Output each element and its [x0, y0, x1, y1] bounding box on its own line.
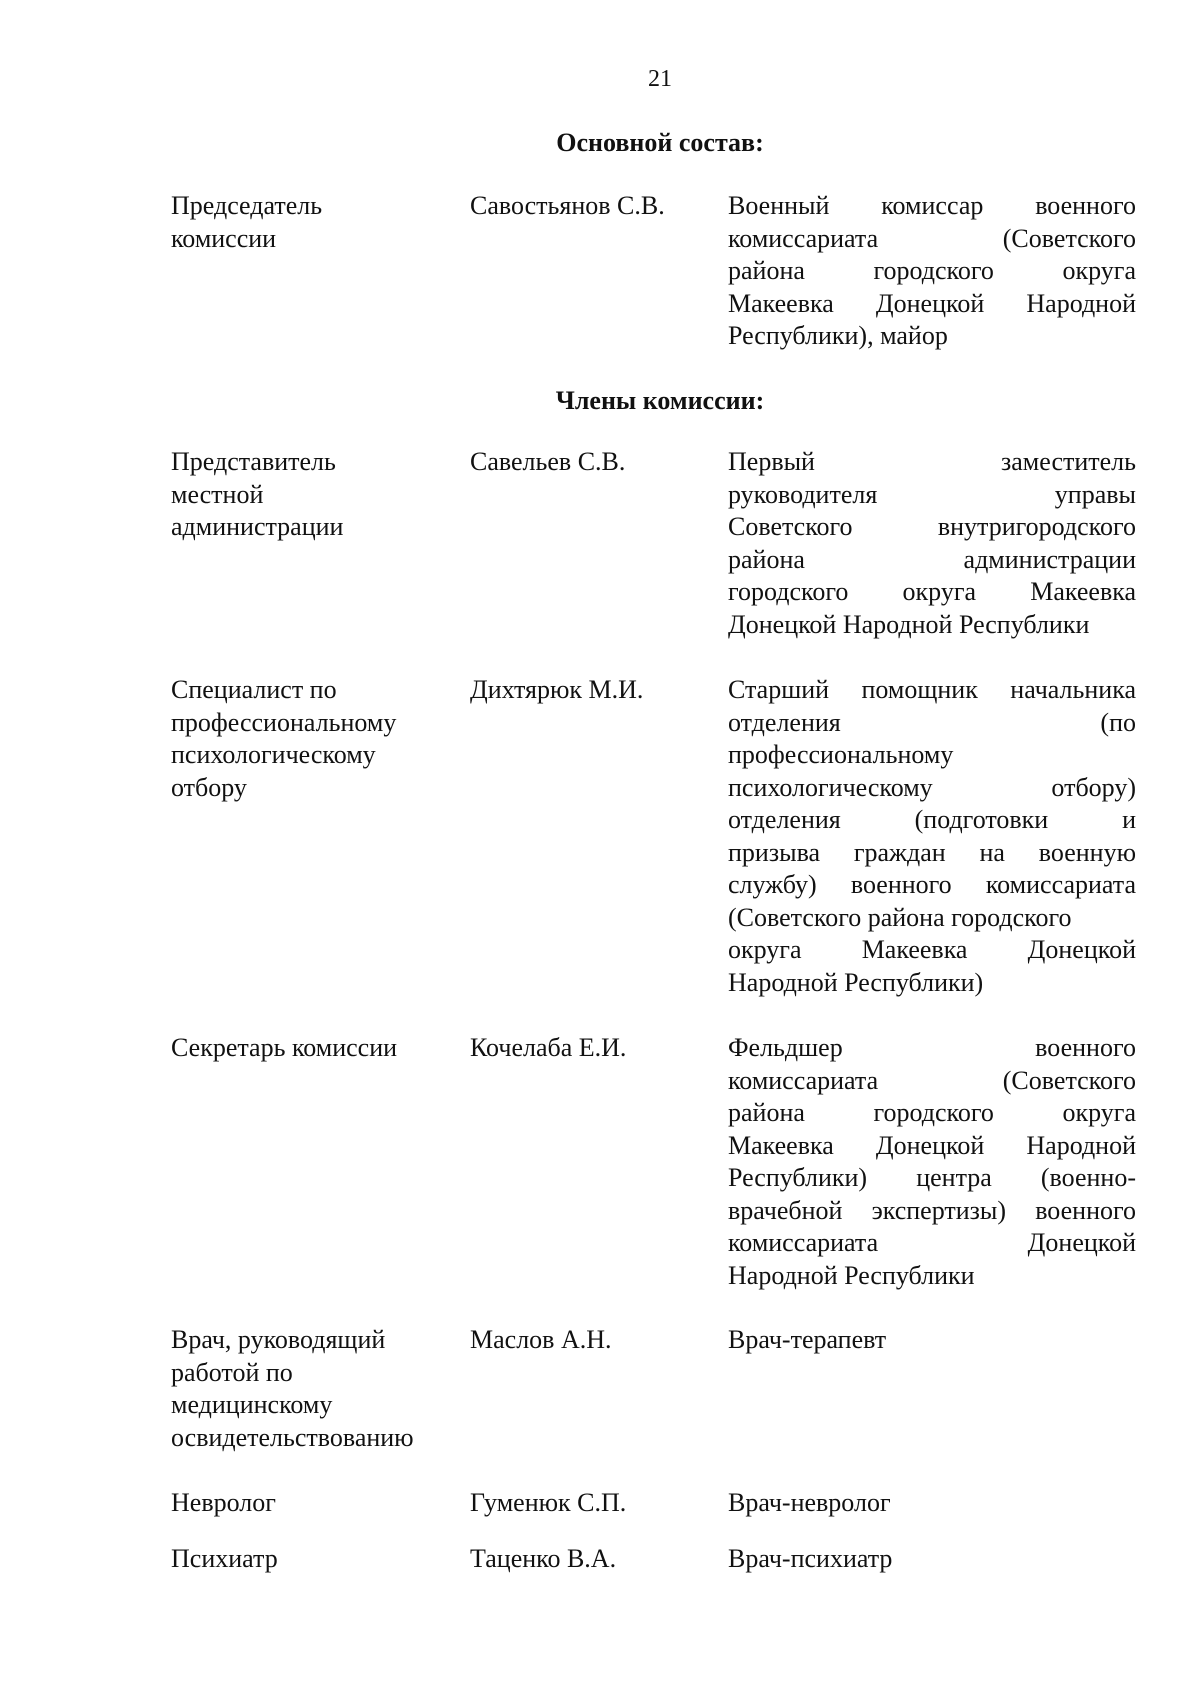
member-role [171, 1032, 471, 1065]
position-line: Врач-психиатр [728, 1544, 893, 1573]
role-line: работой по [171, 1357, 293, 1387]
position-line: Врач-терапевт [728, 1325, 887, 1354]
member-role [171, 674, 471, 804]
member-position [728, 1032, 1136, 1292]
position-line: психологическому отбору) [728, 772, 1136, 802]
member-name: Кочелаба Е.И. [470, 1033, 627, 1062]
position-line: Фельдшер военного [728, 1033, 1136, 1062]
section-heading-main: Основной состав: [556, 128, 764, 157]
position-line: отделения (подготовки и [728, 805, 1136, 834]
position-line: Республики), майор [728, 321, 948, 350]
role-line: освидетельствованию [171, 1422, 414, 1452]
role-line: Секретарь комиссии [171, 1033, 398, 1062]
role-line: медицинскому [171, 1390, 333, 1419]
position-line: Республики) центра (военно- [728, 1163, 1136, 1192]
role-line: психологическому [171, 740, 376, 769]
role-line: Председатель [171, 191, 323, 220]
position-line: службу) военного комиссариата [728, 870, 1136, 899]
member-position [728, 446, 1136, 641]
member-name: Савостьянов С.В. [470, 191, 665, 220]
role-line: комиссии [171, 223, 277, 253]
member-name: Дихтярюк М.И. [470, 675, 644, 704]
position-line: Народной Республики [728, 1260, 975, 1290]
member-role [171, 446, 471, 544]
member-role [171, 1324, 471, 1454]
position-line: призыва граждан на военную [728, 837, 1136, 867]
position-line: Военный комиссар военного [728, 191, 1136, 220]
member-name: Савельев С.В. [470, 447, 626, 476]
page-number: 21 [648, 66, 672, 92]
position-line: комиссариата Донецкой [728, 1228, 1136, 1257]
member-role [171, 1543, 471, 1576]
position-line: округа Макеевка Донецкой [728, 935, 1136, 964]
position-line: Народной Республики) [728, 967, 984, 997]
position-line: Донецкой Народной Республики [728, 609, 1090, 639]
member-role [171, 190, 471, 255]
position-line: (Советского района городского [728, 902, 1072, 932]
member-position [728, 1324, 1136, 1357]
position-line: врачебной экспертизы) военного [728, 1195, 1136, 1225]
position-line: Врач-невролог [728, 1488, 891, 1517]
member-name: Гуменюк С.П. [470, 1488, 627, 1517]
position-line: руководителя управы [728, 479, 1136, 509]
position-line: Советского внутригородского [728, 512, 1136, 541]
position-line: Старший помощник начальника [728, 675, 1136, 704]
position-line: комиссариата (Советского [728, 1065, 1136, 1095]
member-position [728, 1487, 1136, 1520]
position-line: отделения (по [728, 707, 1136, 737]
role-line: администрации [171, 512, 344, 541]
member-position [728, 674, 1136, 999]
role-line: местной [171, 479, 264, 509]
role-line: Невролог [171, 1488, 276, 1517]
position-line: Первый заместитель [728, 447, 1136, 476]
position-line: городского округа Макеевка [728, 577, 1136, 606]
member-name: Таценко В.А. [470, 1544, 617, 1573]
position-line: Макеевка Донецкой Народной [728, 288, 1136, 318]
position-line: профессиональному [728, 740, 954, 769]
position-line: района городского округа [728, 256, 1136, 285]
role-line: Специалист по [171, 675, 337, 704]
role-line: Представитель [171, 447, 336, 476]
position-line: Макеевка Донецкой Народной [728, 1130, 1136, 1160]
member-position [728, 1543, 1136, 1576]
position-line: района администрации [728, 544, 1136, 574]
position-line: комиссариата (Советского [728, 223, 1136, 253]
role-line: Психиатр [171, 1544, 278, 1573]
member-name: Маслов А.Н. [470, 1325, 612, 1354]
role-line: отбору [171, 772, 247, 802]
member-position [728, 190, 1136, 353]
position-line: района городского округа [728, 1098, 1136, 1127]
role-line: Врач, руководящий [171, 1325, 386, 1354]
member-role [171, 1487, 471, 1520]
section-heading-members: Члены комиссии: [555, 386, 765, 415]
role-line: профессиональному [171, 707, 397, 737]
